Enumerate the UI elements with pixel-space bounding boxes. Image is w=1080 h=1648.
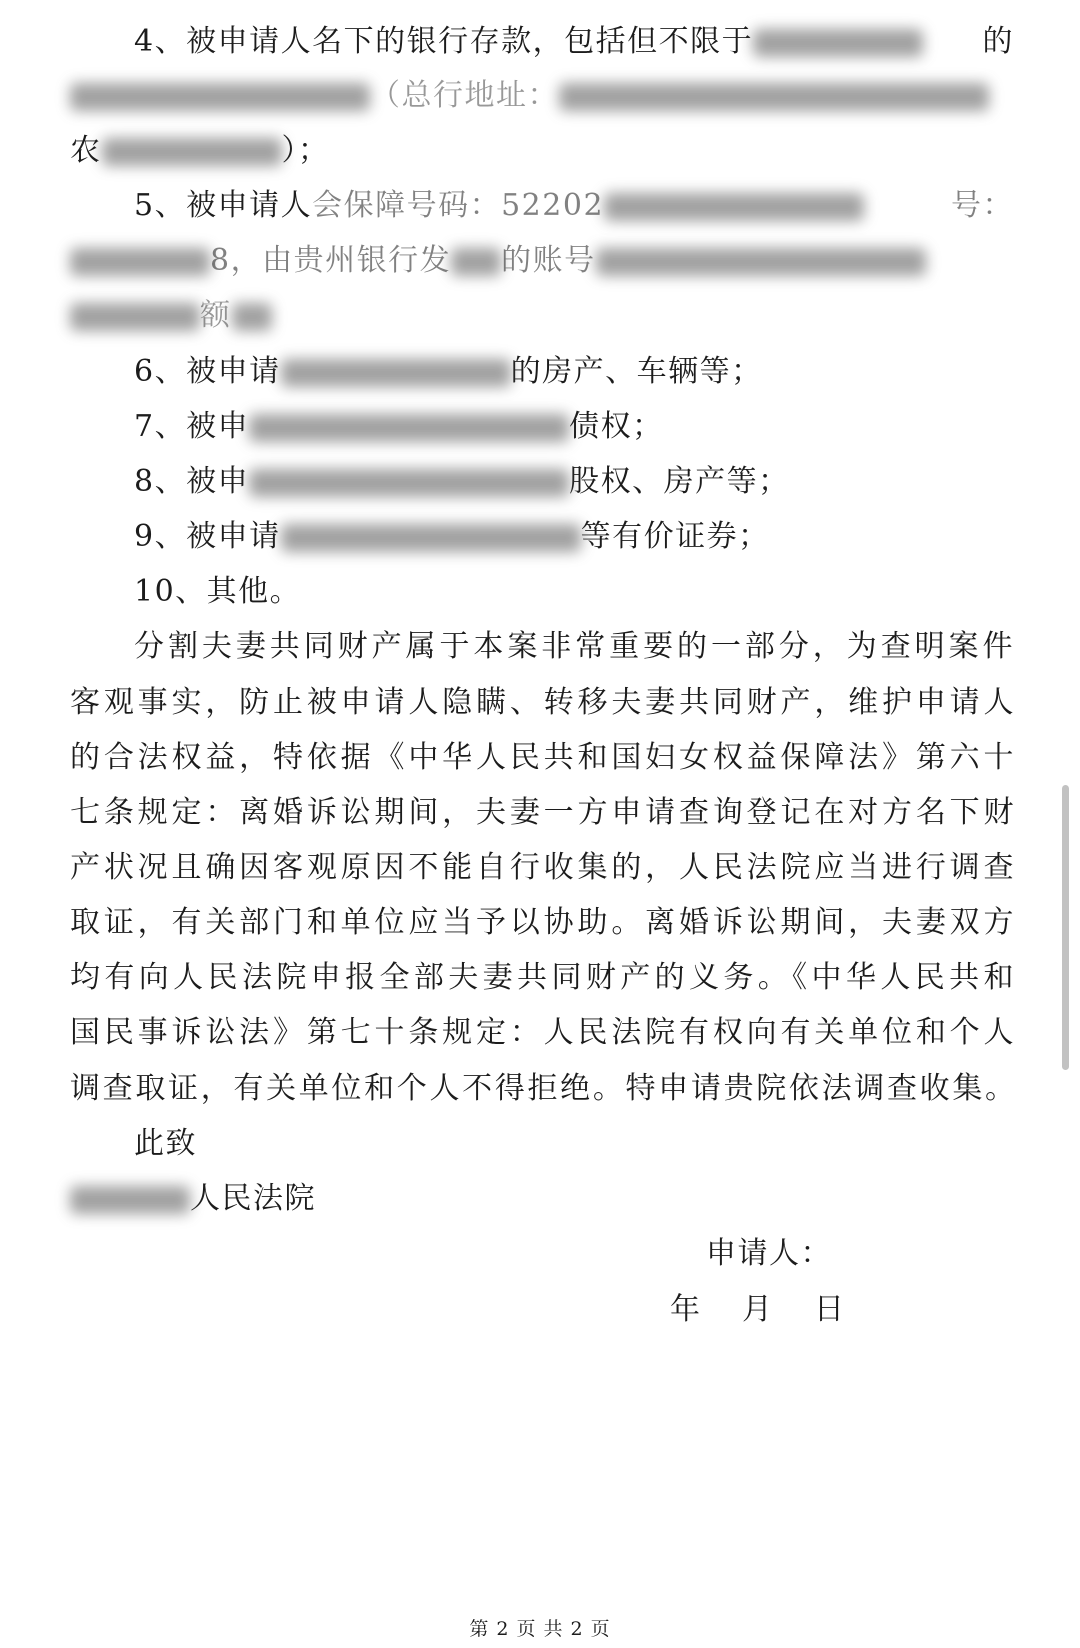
item-7-start: 7、被申 bbox=[134, 409, 250, 444]
salutation: 此致 bbox=[134, 1126, 197, 1161]
item-5-line-1 bbox=[134, 186, 1014, 226]
item-4-line-3-start: 农 bbox=[70, 133, 102, 168]
item-5-bank-text: 8，由贵州银行发 bbox=[210, 243, 452, 278]
scrollbar-thumb[interactable] bbox=[1062, 785, 1069, 1070]
redaction bbox=[70, 1186, 190, 1214]
redaction bbox=[249, 414, 569, 442]
item-4-line-3-end: ）； bbox=[281, 133, 330, 168]
redaction bbox=[232, 303, 272, 331]
item-9-end: 等有价证券； bbox=[580, 519, 770, 554]
paragraph-line: 分割夫妻共同财产属于本案非常重要的一部分，为查明案件 bbox=[134, 629, 1014, 664]
paragraph-line: 产状况且确因客观原因不能自行收集的，人民法院应当进行调查 bbox=[70, 850, 1015, 885]
court-name bbox=[70, 1179, 1015, 1219]
item-6-end: 的房产、车辆等； bbox=[510, 354, 763, 389]
item-5-ssn-label: 会保障号码：52202 bbox=[312, 188, 605, 223]
redaction bbox=[281, 359, 511, 387]
item-10-text: 10、其他。 bbox=[134, 574, 302, 609]
item-7-end: 债权； bbox=[569, 409, 664, 444]
item-5-line-3-text: 额 bbox=[200, 298, 232, 333]
applicant-label: 申请人： bbox=[706, 1236, 832, 1271]
redaction bbox=[596, 248, 926, 276]
item-4-line-1 bbox=[134, 22, 1014, 62]
redaction bbox=[281, 524, 581, 552]
item-4-end: 的 bbox=[982, 24, 1014, 59]
item-6-start: 6、被申请 bbox=[134, 354, 281, 389]
court-text: 人民法院 bbox=[190, 1181, 316, 1216]
item-4-text: 4、被申请人名下的银行存款，包括但不限于 bbox=[134, 24, 754, 59]
item-5-line-3 bbox=[70, 296, 1015, 336]
item-9 bbox=[134, 517, 1014, 557]
item-4-line-3 bbox=[70, 131, 1015, 171]
paragraph-line: 均有向人民法院申报全部夫妻共同财产的义务。《中华人民共和 bbox=[70, 960, 1015, 995]
page-footer: 第 2 页 共 2 页 bbox=[469, 1618, 611, 1640]
item-9-start: 9、被申请 bbox=[134, 519, 281, 554]
item-5-text: 5、被申请人 bbox=[134, 188, 313, 223]
redaction bbox=[559, 83, 989, 111]
redaction bbox=[70, 248, 210, 276]
item-7 bbox=[134, 407, 1014, 447]
redaction bbox=[604, 193, 864, 221]
paragraph-line: 七条规定：离婚诉讼期间，夫妻一方申请查询登记在对方名下财 bbox=[70, 795, 1015, 830]
item-8 bbox=[134, 462, 1014, 502]
redaction bbox=[249, 469, 569, 497]
item-8-end: 股权、房产等； bbox=[569, 464, 790, 499]
paragraph-line: 取证，有关部门和单位应当予以协助。离婚诉讼期间，夫妻双方 bbox=[70, 905, 1015, 940]
item-5-account-label: 的账号 bbox=[501, 243, 596, 278]
item-4-line-2 bbox=[70, 76, 1015, 116]
redaction bbox=[70, 83, 370, 111]
paragraph-line: 国民事诉讼法》第七十条规定：人民法院有权向有关单位和个人 bbox=[70, 1015, 1015, 1050]
item-6 bbox=[134, 352, 1014, 392]
paragraph-line: 客观事实，防止被申请人隐瞒、转移夫妻共同财产，维护申请人 bbox=[70, 685, 1015, 720]
item-5-end: 号： bbox=[951, 188, 1014, 223]
redaction bbox=[102, 138, 282, 166]
redaction bbox=[753, 29, 923, 57]
item-5-line-2 bbox=[70, 241, 1015, 281]
paragraph-line: 的合法权益，特依据《中华人民共和国妇女权益保障法》第六十 bbox=[70, 740, 1015, 775]
redaction bbox=[451, 248, 501, 276]
item-10 bbox=[134, 572, 1014, 612]
paragraph-line: 调查取证，有关单位和个人不得拒绝。特申请贵院依法调查收集。 bbox=[70, 1071, 1015, 1106]
date-placeholder: 年 月 日 bbox=[670, 1292, 850, 1327]
redaction bbox=[70, 303, 200, 331]
item-8-start: 8、被申 bbox=[134, 464, 250, 499]
item-4-address-label: （总行地址： bbox=[370, 78, 559, 113]
